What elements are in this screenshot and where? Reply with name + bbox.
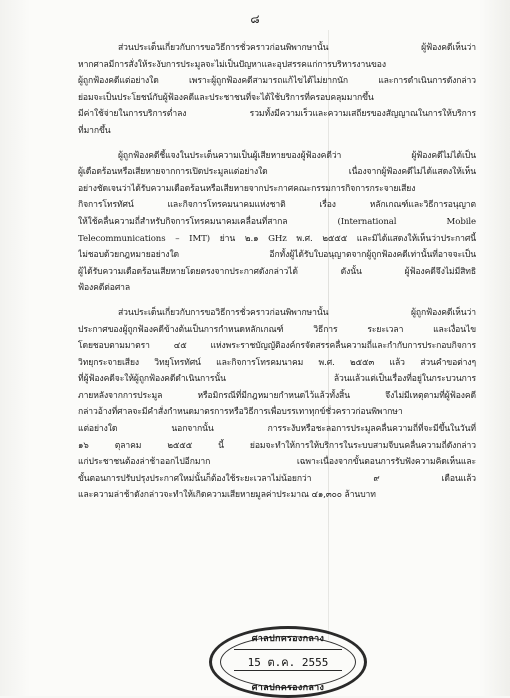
text-line: หากศาลมีการสั่งให้ระงับการประมูลจะไม่เป็นปัญหาและอุปสรรคแก่การบริหารงานของ: [78, 59, 386, 70]
text-line: และความล่าช้าดังกล่าวจะทำให้เกิดความเสียหายมูลค่าประมาณ ๔๑,๓๐๐ ล้านบาท: [78, 490, 376, 501]
text-line: วิทยุกระจายเสียง วิทยุโทรทัศน์ และกิจการโทรคมนาคม พ.ศ. ๒๕๕๓ แล้ว ส่วนคำขอต่างๆ: [78, 357, 476, 368]
text-line: กิจการโทรทัศน์ และกิจการโทรคมนาคมแห่งชาติ เรื่อง หลักเกณฑ์และวิธีการอนุญาต: [78, 200, 476, 211]
text-line: ที่ผู้ฟ้องคดีจะให้ผู้ถูกฟ้องคดีดำเนินการนั้น ล้วนแล้วแต่เป็นเรื่องที่อยู่ในกระบวนการ: [78, 374, 476, 385]
text-line: Telecommunications – IMT) ย่าน ๒.๑ GHz พ.ศ. ๒๕๕๕ และมิได้แสดงให้เห็นว่าประกาศนี้: [78, 233, 476, 244]
text-line: ผู้ถูกฟ้องคดีแต่อย่างใด เพราะผู้ถูกฟ้องคดีสามารถแก้ไขได้ไม่ยากนัก และการดำเนินการดังกล่าว: [78, 76, 476, 87]
text-line: ผู้เดือดร้อนหรือเสียหายจากการเปิดประมูลแต่อย่างใด เนื่องจากผู้ฟ้องคดีไม่ได้แสดงให้เห็น: [78, 167, 476, 178]
text-line: ขั้นตอนการปรับปรุงประกาศใหม่นั้นก็ต้องใช้ระยะเวลาไม่น้อยกว่า ๙ เดือนแล้ว: [78, 473, 476, 484]
court-received-stamp: [209, 626, 367, 698]
text-line: ประกาศของผู้ถูกฟ้องคดีข้างต้นเป็นการกำหนดหลักเกณฑ์ วิธีการ ระยะเวลา และเงื่อนไข: [78, 324, 476, 335]
text-line: ผู้ได้รับความเดือดร้อนเสียหายโดยตรงจากประกาศดังกล่าวได้ ดังนั้น ผู้ฟ้องคดีจึงไม่มีสิทธิ: [78, 266, 476, 277]
page-number: ๘: [250, 12, 260, 26]
text-line: มีค่าใช้จ่ายในการบริการต่ำลง รวมทั้งมีความเร็วและความเสถียรของสัญญาณในการให้บริการ: [78, 109, 476, 120]
paragraph-plaintiff-interim-relief: [78, 40, 476, 140]
text-line: ให้ใช้คลื่นความถี่สำหรับกิจการโทรคมนาคมเคลื่อนที่สากล (International Mobile: [78, 216, 476, 227]
text-line: ไม่ชอบด้วยกฎหมายอย่างใด อีกทั้งผู้ได้รับใบอนุญาตจากผู้ถูกฟ้องคดีเท่านั้นที่อาจจะเป็น: [78, 250, 476, 261]
document-body: [78, 36, 476, 512]
text-line: แต่อย่างใด นอกจากนั้น การระงับหรือชะลอการประมูลคลื่นความถี่ที่จะมีขึ้นในวันที่: [78, 424, 476, 435]
text-line: ส่วนประเด็นเกี่ยวกับการขอวิธีการชั่วคราวก่อนพิพากษานั้น ผู้ถูกฟ้องคดีเห็นว่า: [118, 307, 476, 318]
paragraph-defendant-interim-relief: [78, 305, 476, 504]
text-line: ๑๖ ตุลาคม ๒๕๕๕ นี้ ย่อมจะทำให้การให้บริการในระบบสามจีบนคลื่นความถี่ดังกล่าว: [78, 440, 476, 451]
text-line: แก่ประชาชนต้องล่าช้าออกไปอีกมาก เฉพาะเนื่องจากขั้นตอนการรับฟังความคิดเห็นและ: [78, 457, 476, 468]
stamp-top-text: ศาลปกครองกลาง: [251, 634, 325, 644]
text-line: ผู้ถูกฟ้องคดีชี้แจงในประเด็นความเป็นผู้เสียหายของผู้ฟ้องคดีว่า ผู้ฟ้องคดีไม่ได้เป็น: [118, 150, 476, 161]
paragraph-defendant-standing: [78, 148, 476, 297]
text-line: ฟ้องคดีต่อศาล: [78, 283, 131, 294]
text-line: ย่อมจะเป็นประโยชน์กับผู้ฟ้องคดีและประชาชนที่จะได้ใช้บริการที่ครอบคลุมมากขึ้น: [78, 92, 374, 103]
text-line: กล่าวอ้างที่ศาลจะมีคำสั่งกำหนดมาตรการหรือวิธีการเพื่อบรรเทาทุกข์ชั่วคราวก่อนพิพากษา: [78, 407, 403, 418]
text-line: อย่างชัดเจนว่าได้รับความเดือดร้อนหรือเสียหายจากประกาศคณะกรรมการกิจการกระจายเสียง: [78, 183, 416, 194]
stamp-date: 15 ต.ค. 2555: [247, 656, 329, 669]
text-line: ส่วนประเด็นเกี่ยวกับการขอวิธีการชั่วคราวก่อนพิพากษานั้น ผู้ฟ้องคดีเห็นว่า: [118, 43, 476, 53]
stamp-divider: [234, 649, 342, 650]
text-line: ที่มากขึ้น: [78, 125, 111, 136]
text-line: ภายหลังจากการประมูล หรือมิกรณีที่มีกฎหมายกำหนดไว้แล้วทั้งสิ้น จึงไม่มีเหตุตามที่ผู้ฟ้องคดี: [78, 390, 476, 401]
text-line: โดยชอบตามมาตรา ๔๕ แห่งพระราชบัญญัติองค์กรจัดสรรคลื่นความถี่และกำกับการประกอบกิจการ: [78, 341, 476, 352]
stamp-divider: [234, 670, 342, 671]
stamp-bottom-text: ศาลปกครองกลาง: [251, 683, 325, 693]
